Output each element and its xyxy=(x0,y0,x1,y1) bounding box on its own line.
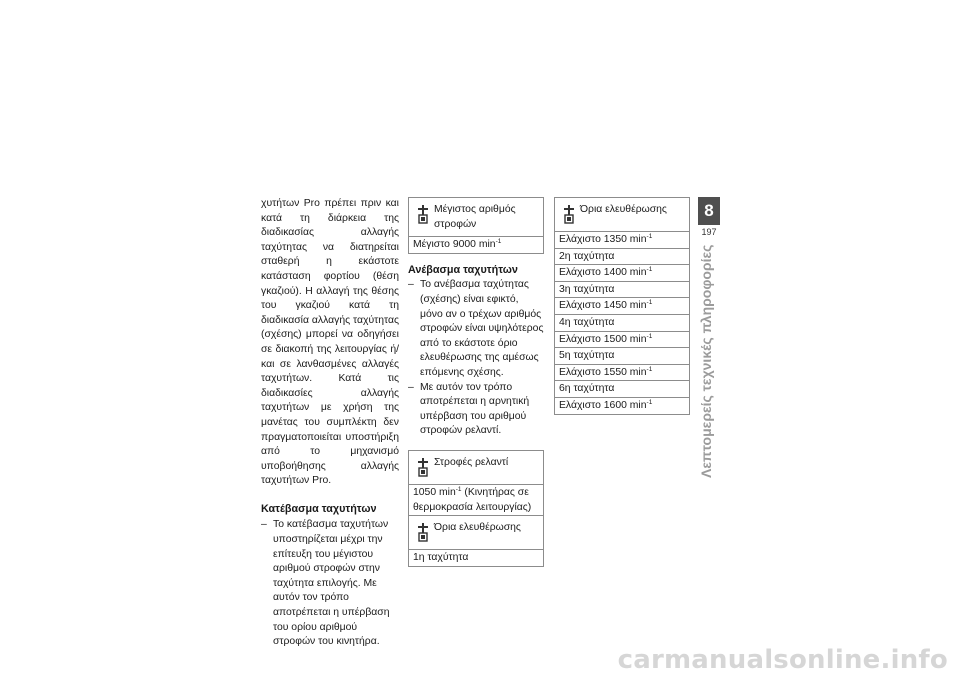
release-limit-text: Ελάχιστο 1600 min xyxy=(559,399,647,411)
release-limit-unit-exponent: -1 xyxy=(646,299,653,307)
release-limit-unit-exponent: -1 xyxy=(646,365,653,373)
release-limit-row xyxy=(555,248,689,265)
max-rpm-value: Μέγιστο 9000 min xyxy=(413,239,496,251)
release-limit-text: 5η ταχύτητα xyxy=(559,350,615,362)
upshift-bullet-1-text: Το ανέβασμα ταχύτητας (σχέσης) είναι εφικτό, μόνο αν ο τρέχων αριθμός στροφών είναι υψηλότερος από το εκάστοτε όριο ελευθέρωσης της αμέσως επόμενης σχέσης. xyxy=(420,279,544,378)
dash-bullet-icon: – xyxy=(408,381,414,393)
first-gear-row xyxy=(409,550,543,566)
max-rpm-value-row xyxy=(409,237,543,253)
page-number: 197 xyxy=(701,227,717,237)
engine-spec-icon xyxy=(562,204,576,226)
release-limits-table-start xyxy=(408,516,544,567)
max-rpm-header-text: Μέγιστος αριθμός στροφών xyxy=(434,204,516,230)
release-limit-row xyxy=(555,297,689,314)
text-column-2 xyxy=(408,197,544,567)
release-limit-text: Ελάχιστο 1350 min xyxy=(559,234,647,245)
release-limit-row xyxy=(555,314,689,331)
engine-spec-icon xyxy=(416,522,430,544)
release-limit-text: 3η ταχύτητα xyxy=(559,283,615,295)
release-limits-header-text-a: Όρια ελευθέρωσης xyxy=(434,522,521,534)
engine-spec-icon xyxy=(416,204,430,226)
chapter-title-vertical: Λεπτομερείς τεχνικές πληροφορίες xyxy=(698,244,714,478)
release-limit-text: 4η ταχύτητα xyxy=(559,316,615,328)
release-limit-text: 2η ταχύτητα xyxy=(559,250,615,262)
downshift-heading: Κατέβασμα ταχυτήτων xyxy=(261,502,377,515)
idle-rpm-unit-exponent: -1 xyxy=(455,485,462,493)
release-limits-rows xyxy=(555,232,689,414)
idle-rpm-condition: (Κινητήρας σε θερμοκρασία λειτουργίας) xyxy=(413,486,532,513)
idle-rpm-value: 1050 min xyxy=(413,486,456,498)
max-rpm-table-header xyxy=(409,198,543,237)
first-gear-label: 1η ταχύτητα xyxy=(413,552,469,564)
release-limit-text: 6η ταχύτητα xyxy=(559,383,615,395)
release-limit-text: Ελάχιστο 1450 min xyxy=(559,300,647,312)
chapter-number-badge: 8 xyxy=(698,197,720,225)
text-column-3 xyxy=(554,197,690,415)
release-limits-header-b xyxy=(555,198,689,232)
upshift-bullet-2 xyxy=(408,381,544,439)
release-limit-unit-exponent: -1 xyxy=(646,266,653,274)
release-limits-table xyxy=(554,197,690,415)
idle-rpm-header-text: Στροφές ρελαντί xyxy=(434,456,509,468)
release-limit-row xyxy=(555,397,689,414)
upshift-bullet-1 xyxy=(408,278,544,380)
release-limit-unit-exponent: -1 xyxy=(646,398,653,406)
release-limits-header-text-b: Όρια ελευθέρωσης xyxy=(580,204,667,215)
upshift-heading: Ανέβασμα ταχυτήτων xyxy=(408,263,518,276)
release-limit-row xyxy=(555,331,689,348)
watermark: carmanualsonline.info xyxy=(617,645,948,675)
dash-bullet-icon: – xyxy=(408,279,414,291)
release-limit-text: Ελάχιστο 1550 min xyxy=(559,366,647,378)
release-limit-row xyxy=(555,347,689,364)
intro-paragraph: χυτήτων Pro πρέπει πριν και κατά τη διάρκεια της διαδικασίας αλλαγής ταχύτητας να διατηρείται σταθερή η εκάστοτε κατάσταση φορτίου (θέση γκαζιού). Η αλλαγή της θέσης του γκαζιού κατά τη διαδικασία αλλαγής ταχύτητας (σχέσης) μπορεί να οδηγήσει σε διακοπή της λειτουργίας ή/και σε λανθασμένες αλλαγές ταχυτήτων. Κατά τις διαδικασίες αλλαγής ταχυτήτων με χρήση της μανέτας του συμπλέκτη δεν πραγματοποιείται υποστήριξη από το μηχανισμό υποβοήθησης αλλαγής ταχυτήτων Pro. xyxy=(261,198,399,487)
release-limits-header-a xyxy=(409,516,543,550)
max-rpm-table xyxy=(408,197,544,254)
release-limit-unit-exponent: -1 xyxy=(646,233,653,240)
engine-spec-icon xyxy=(416,457,430,479)
idle-rpm-table-header xyxy=(409,451,543,485)
release-limit-text: Ελάχιστο 1400 min xyxy=(559,267,647,279)
release-limit-row xyxy=(555,264,689,281)
idle-rpm-table xyxy=(408,450,544,516)
release-limit-row xyxy=(555,281,689,298)
max-rpm-unit-exponent: -1 xyxy=(495,238,502,246)
text-column-1 xyxy=(261,197,399,650)
release-limit-row xyxy=(555,232,689,248)
upshift-bullet-2-text: Με αυτόν τον τρόπο αποτρέπεται η αρνητική υπέρβαση του αριθμού στροφών ρελαντί. xyxy=(420,381,530,437)
release-limit-text: Ελάχιστο 1500 min xyxy=(559,333,647,345)
idle-rpm-value-row xyxy=(409,485,543,515)
release-limit-unit-exponent: -1 xyxy=(646,332,653,340)
release-limit-row xyxy=(555,364,689,381)
downshift-bullet-text: Το κατέβασμα ταχυτήτων υποστηρίζεται μέχρι την επίτευξη του μέγιστου αριθμού στροφών στην ταχύτητα επιλογής. Με αυτόν τον τρόπο αποτρέπεται η υπέρβαση του ορίου αριθμού στροφών του κινητήρα. xyxy=(273,519,390,648)
release-limit-row xyxy=(555,380,689,397)
dash-bullet-icon: – xyxy=(261,519,267,531)
downshift-bullet xyxy=(261,518,399,649)
